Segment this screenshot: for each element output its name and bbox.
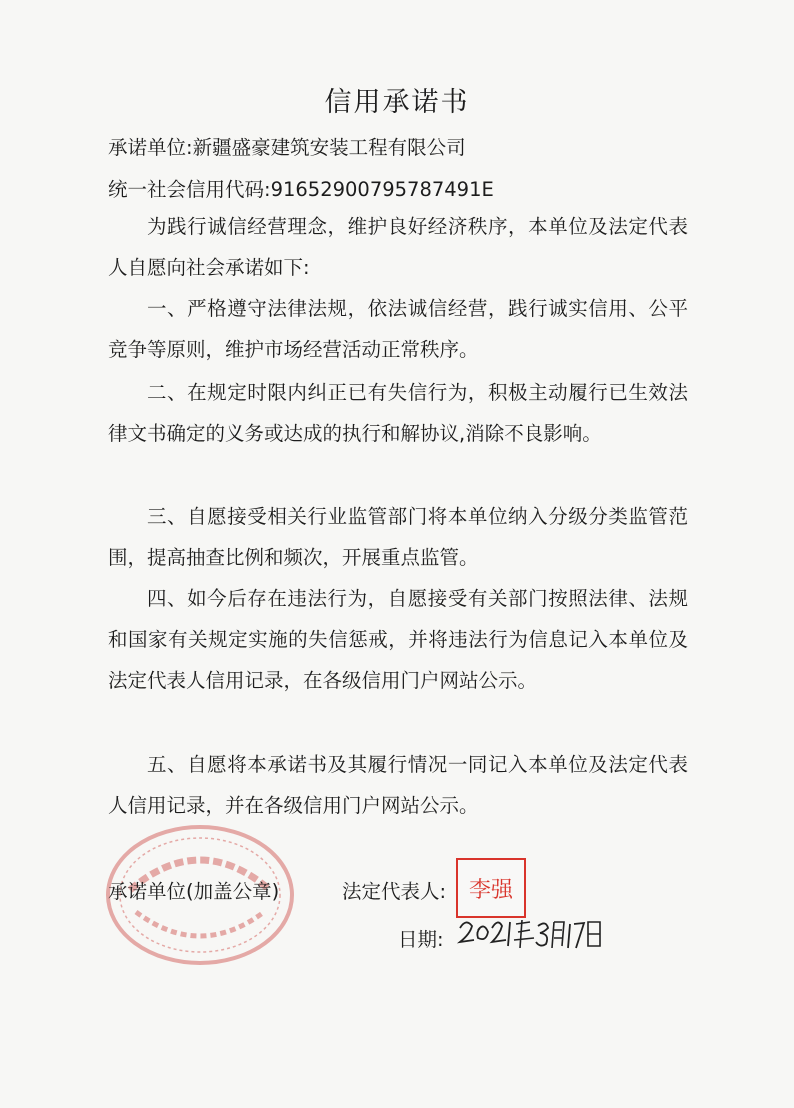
paragraph-clause-4: 四、如今后存在违法行为，自愿接受有关部门按照法律、法规和国家有关规定实施的失信惩戒，并将违法行为信息记入本单位及法定代表人信用记录，在各级信用门户网站公示。: [108, 587, 688, 692]
handwritten-date-signature-icon: [456, 916, 606, 956]
seal-unit-label: 承诺单位(加盖公章): [108, 880, 280, 903]
paragraph-clause-5: 五、自愿将本承诺书及其履行情况一同记入本单位及法定代表人信用记录，并在各级信用门户网站公示。: [108, 753, 688, 817]
clause-5: [108, 744, 688, 826]
legal-rep-label: 法定代表人:: [342, 880, 447, 903]
legal-rep-stamp: 李强: [456, 858, 526, 918]
document-title: 信用承诺书: [324, 87, 470, 118]
paragraph-clause-2: 二、在规定时限内纠正已有失信行为，积极主动履行已生效法律文书确定的义务或达成的执行和解协议,消除不良影响。: [108, 381, 688, 445]
paragraph-intro: 为践行诚信经营理念，维护良好经济秩序，本单位及法定代表人自愿向社会承诺如下:: [108, 215, 688, 279]
clause-1: [108, 288, 688, 370]
paragraph-clause-1: 一、严格遵守法律法规，依法诚信经营，践行诚实信用、公平竞争等原则，维护市场经营活动正常秩序。: [108, 297, 688, 361]
clause-2: [108, 372, 688, 454]
credit-code-line: 统一社会信用代码:91652900795787491E: [108, 178, 494, 201]
date-label: 日期:: [398, 928, 444, 951]
paragraph-clause-3: 三、自愿接受相关行业监管部门将本单位纳入分级分类监管范围，提高抽查比例和频次，开展重点监管。: [108, 505, 688, 569]
clause-3: [108, 496, 688, 578]
clause-4: [108, 578, 688, 701]
intro-paragraph: [108, 206, 688, 288]
promisor-line: 承诺单位:新疆盛豪建筑安装工程有限公司: [108, 136, 466, 159]
